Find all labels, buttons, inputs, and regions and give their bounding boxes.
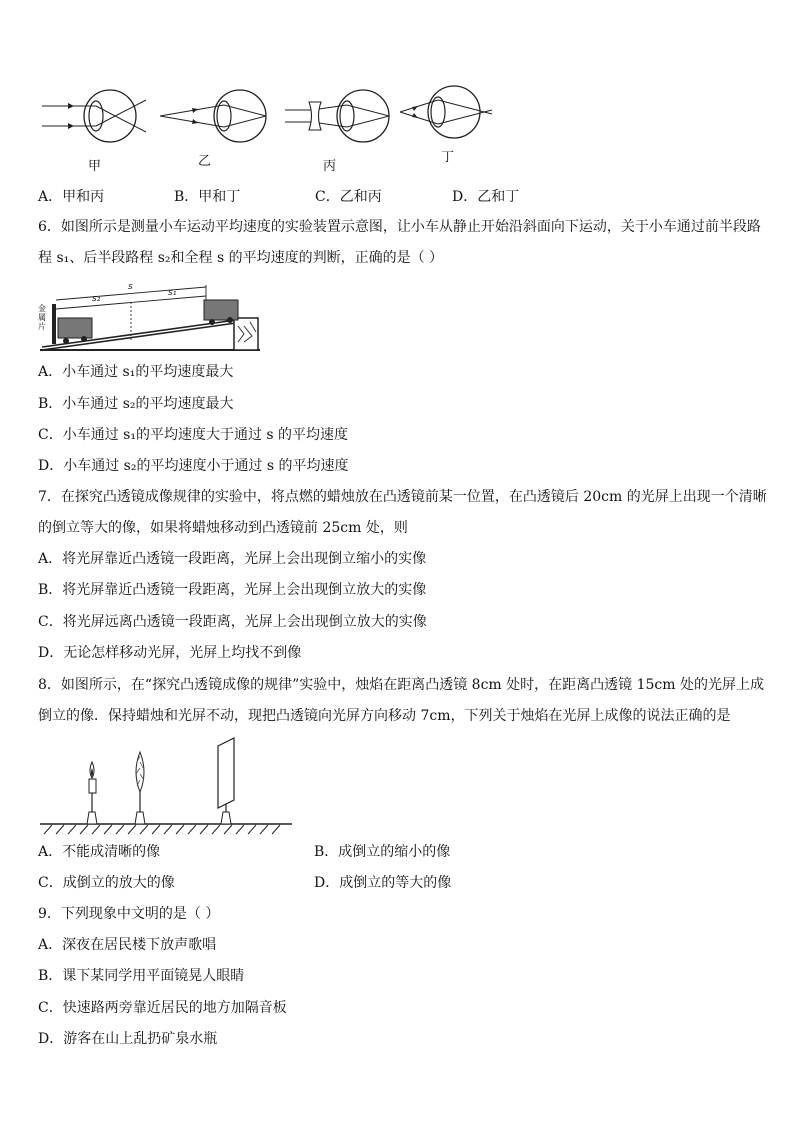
- q7-option-a[interactable]: A．将光屏靠近凸透镜一段距离，光屏上会出现倒立缩小的实像: [38, 551, 427, 567]
- q9-option-c[interactable]: C．快速路两旁靠近居民的地方加隔音板: [38, 1000, 287, 1016]
- eye-label-jia: 甲: [88, 159, 102, 174]
- q7-stem-line1: 7．在探究凸透镜成像规律的实验中，将点燃的蜡烛放在凸透镜前某一位置，在凸透镜后 20cm 的光屏上出现一个清晰: [38, 489, 767, 505]
- q5-option-d[interactable]: D．乙和丁: [452, 189, 520, 205]
- q8-stem-line2: 倒立的像．保持蜡烛和光屏不动，现把凸透镜向光屏方向移动 7cm，下列关于烛焰在光屏上成像的说法正确的是: [38, 708, 731, 724]
- q5-option-a[interactable]: A．甲和丙: [38, 189, 105, 205]
- eye-label-bing: 丙: [323, 159, 337, 174]
- q6-stem-line2: 程 s₁、后半段路程 s₂和全程 s 的平均速度的判断，正确的是（ ）: [38, 250, 444, 266]
- eye-diagram-bing: [283, 88, 395, 148]
- q5-option-c[interactable]: C．乙和丙: [315, 189, 382, 205]
- eye-diagram-ding: [398, 84, 498, 144]
- q9-option-b[interactable]: B．课下某同学用平面镜晃人眼睛: [38, 968, 245, 984]
- q8-option-c[interactable]: C．成倒立的放大的像: [38, 875, 175, 891]
- q9-option-a[interactable]: A．深夜在居民楼下放声歌唱: [38, 937, 217, 953]
- q7-option-d[interactable]: D．无论怎样移动光屏，光屏上均找不到像: [38, 645, 302, 661]
- q6-option-b[interactable]: B．小车通过 s₂的平均速度最大: [38, 396, 234, 412]
- q8-stem-line1: 8．如图所示，在“探究凸透镜成像的规律”实验中，烛焰在距离凸透镜 8cm 处时，在距离凸透镜 15cm 处的光屏上成: [38, 677, 764, 693]
- fig-label-metal: 金属片: [38, 304, 46, 331]
- q6-option-d[interactable]: D．小车通过 s₂的平均速度小于通过 s 的平均速度: [38, 458, 349, 474]
- q5-option-b[interactable]: B．甲和丁: [174, 189, 241, 205]
- q8-option-b[interactable]: B．成倒立的缩小的像: [314, 844, 451, 860]
- q9-stem: 9．下列现象中文明的是（ ）: [38, 906, 220, 922]
- optical-bench-figure: [38, 738, 294, 836]
- q7-stem-line2: 的倒立等大的像，如果将蜡烛移动到凸透镜前 25cm 处，则: [38, 520, 408, 536]
- q7-option-b[interactable]: B．将光屏靠近凸透镜一段距离，光屏上会出现倒立放大的实像: [38, 582, 427, 598]
- q8-option-d[interactable]: D．成倒立的等大的像: [314, 875, 452, 891]
- q6-stem-line1: 6．如图所示是测量小车运动平均速度的实验装置示意图，让小车从静止开始沿斜面向下运动，关于小车通过前半段路: [38, 219, 761, 235]
- q7-option-c[interactable]: C．将光屏远离凸透镜一段距离，光屏上会出现倒立放大的实像: [38, 614, 427, 630]
- fig-label-s1: s₁: [168, 288, 177, 298]
- incline-cart-figure: [38, 282, 263, 354]
- fig-label-s2: s₂: [92, 294, 101, 304]
- q6-option-c[interactable]: C．小车通过 s₁的平均速度大于通过 s 的平均速度: [38, 427, 349, 443]
- eye-diagram-yi: [158, 88, 273, 148]
- eye-label-yi: 乙: [198, 154, 212, 169]
- fig-label-s: s: [128, 282, 133, 292]
- q9-option-d[interactable]: D．游客在山上乱扔矿泉水瓶: [38, 1031, 218, 1047]
- q8-option-a[interactable]: A．不能成清晰的像: [38, 844, 161, 860]
- q6-option-a[interactable]: A．小车通过 s₁的平均速度最大: [38, 364, 234, 380]
- eye-label-ding: 丁: [441, 150, 455, 165]
- eye-diagram-jia: [38, 88, 148, 148]
